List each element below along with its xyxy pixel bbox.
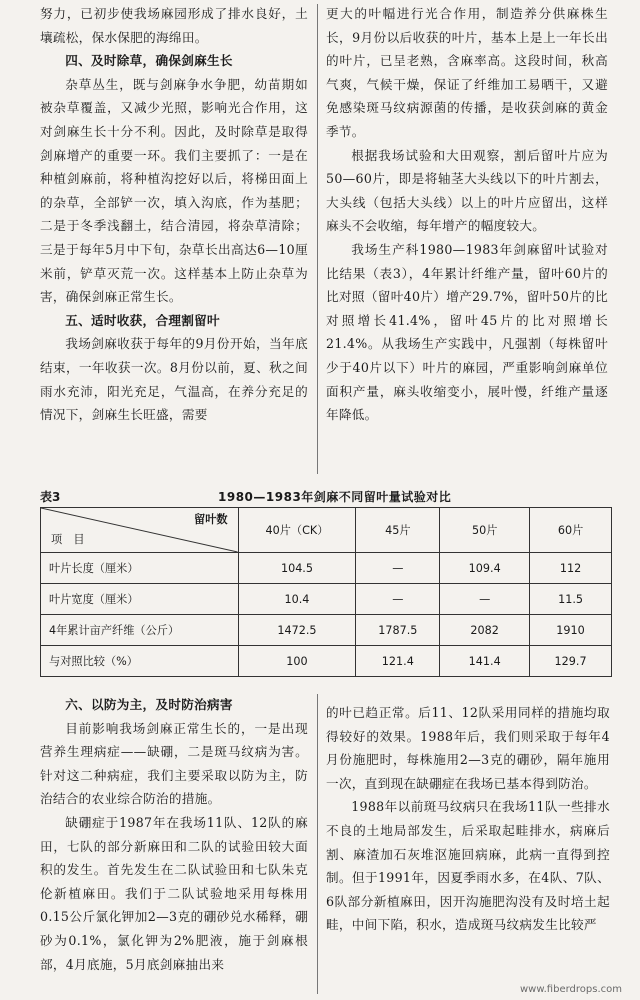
row-label: 叶片宽度（厘米） [41,584,239,615]
table-cell: — [356,584,440,615]
column-divider-top [317,4,318,474]
table-cell: 1472.5 [238,615,356,646]
paragraph: 根据我场试验和大田观察，割后留叶片应为50—60片，即是将轴茎大头线以下的叶片割去，大头线（包括大头线）以上的叶片应留出，这样麻头不会收缩，每年增产的幅度较大。 [326,147,608,234]
paragraph: 的叶已趋正常。后11、12队采用同样的措施均取得较好的效果。1988年后，我们则采取于每年4月份施肥时，每株施用2—3克的硼砂，隔年施用一次，直到现在缺硼症在我场已基本得到防治。 [326,705,610,791]
section-heading-disease: 六、以防为主，及时防治病害 [65,697,233,712]
table-caption [40,486,610,506]
table-corner-cell [41,508,239,553]
section-heading-weeding: 四、及时除草，确保剑麻生长 [65,53,233,69]
top-left-column [40,2,308,427]
table-cell: 100 [238,646,356,677]
table-title: 1980—1983年剑麻不同留叶量试验对比 [218,490,452,504]
table-cell: — [356,553,440,584]
table-cell: 10.4 [238,584,356,615]
table-cell: 104.5 [238,553,356,584]
column-divider-bottom [317,694,318,994]
table-cell: 2082 [440,615,530,646]
table-cell: 11.5 [530,584,612,615]
table-cell: 112 [530,553,612,584]
column-header: 45片 [356,508,440,553]
table-cell: 1910 [530,615,612,646]
paragraph: 缺硼症于1987年在我场11队、12队的麻田，七队的部分新麻田和二队的试验田较大面积的发生。首先发生在二队试验田和七队朱克伦新植麻田。我们于二队试验地采用每株用0.15公斤氯化钾加2—3克的硼砂兑水稀释，硼砂为0.1%，氯化钾为2%肥液，施于剑麻根部，4月底施，5月底剑麻抽出来 [40,814,308,972]
paragraph: 努力，已初步使我场麻园形成了排水良好，土壤疏松，保水保肥的海绵田。 [40,6,308,45]
row-label: 4年累计亩产纤维（公斤） [41,615,239,646]
column-header: 60片 [530,508,612,553]
corner-label-top: 留叶数 [194,513,228,526]
column-header: 50片 [440,508,530,553]
paragraph: 更大的叶幅进行光合作用，制造养分供麻株生长，9月份以后收获的叶片，基本上是上一年长出的叶片，已呈老熟，含麻率高。这段时间，秋高气爽，气候干燥，保证了纤维加工易晒干，又避免感染斑马纹病源菌的传播，是收获剑麻的黄金季节。 [326,6,608,139]
table-cell: 1787.5 [356,615,440,646]
paragraph: 我场剑麻收获于每年的9月份开始，当年底结束，一年收获一次。8月份以前，夏、秋之间雨水充沛，阳光充足，气温高，在养分充足的情况下，剑麻生长旺盛，需要 [40,336,308,423]
bottom-left-column [40,693,308,976]
leaf-retention-table [40,507,612,677]
table-row [41,615,612,646]
row-label: 叶片长度（厘米） [41,553,239,584]
corner-label-bottom: 项 目 [51,533,85,546]
table-row [41,553,612,584]
table-label: 表3 [40,490,61,504]
section-heading-harvest: 五、适时收获，合理割留叶 [65,312,220,328]
table-header-row [41,508,612,553]
paragraph: 杂草丛生，既与剑麻争水争肥，幼苗期如被杂草覆盖，又减少光照，影响光合作用，这对剑麻生长十分不利。因此，及时除草是取得剑麻增产的重要一环。我们主要抓了：一是在种植剑麻前，将种植沟挖好以后，将梯田面上的杂草，全部铲一次，填入沟底，作为基肥；二是于冬季浅翻土，结合清园，将杂草清除；三是于每年5月中下旬，杂草长出高达6—10厘米前，铲草灭荒一次。这样基本上防止杂草为害，确保剑麻正常生长。 [40,76,308,305]
table-cell: 109.4 [440,553,530,584]
table-row [41,584,612,615]
table-row [41,646,612,677]
bottom-right-column [326,701,610,937]
table-cell: 121.4 [356,646,440,677]
table-cell: 141.4 [440,646,530,677]
row-label: 与对照比较（%） [41,646,239,677]
table-cell: 129.7 [530,646,612,677]
top-right-column [326,2,608,427]
table-cell: — [440,584,530,615]
paragraph: 目前影响我场剑麻正常生长的，一是出现营养生理病症——缺硼，二是斑马纹病为害。针对这二种病症，我们主要采取以防为主，防治结合的农业综合防治的措施。 [40,720,308,807]
column-header: 40片（CK） [238,508,356,553]
paragraph: 我场生产科1980—1983年剑麻留叶试验对比结果（表3），4年累计纤维产量，留叶60片的比对照（留叶40片）增产29.7%，留叶50片的比对照增长41.4%，留叶45片的比对照增长21.4%。从我场生产实践中，凡强割（每株留叶少于40片以下）叶片的麻园，严重影响剑麻单位面积产量，麻头收缩变小，展叶慢，纤维产量逐年降低。 [326,241,608,423]
watermark: www.fiberdrops.com [520,984,622,995]
paragraph: 1988年以前斑马纹病只在我场11队一些排水不良的土地局部发生，后采取起畦排水，病麻后割、麻渣加石灰堆沤施回病麻，此病一直得到控制。但于1991年，因夏季雨水多，在4队、7队、6队部分新植麻田，因开沟施肥沟没有及时培土起畦，中间下陷，积水，造成斑马纹病发生比较严 [326,799,610,933]
